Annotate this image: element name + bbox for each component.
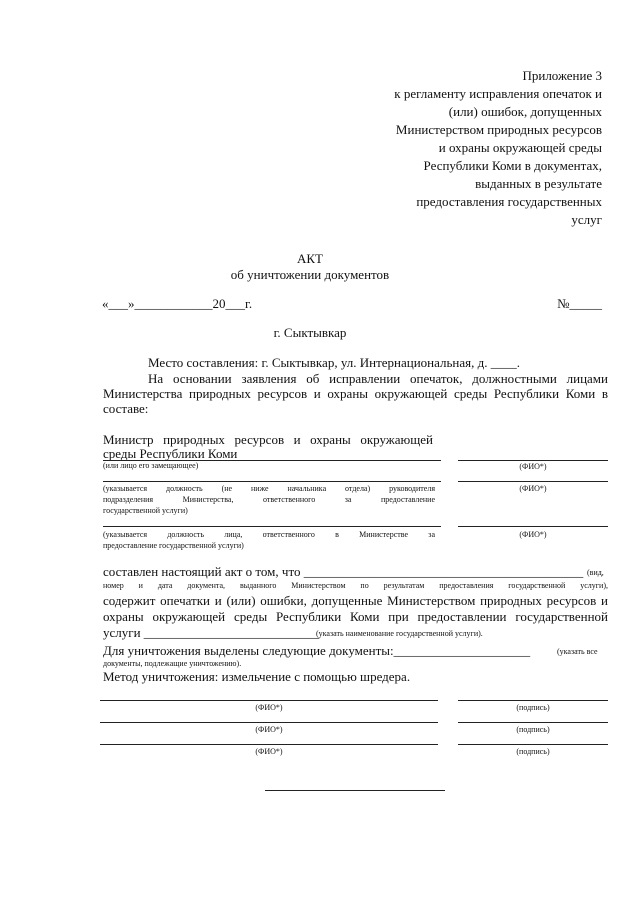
signature-sign-rule: [458, 722, 608, 723]
appendix-line: и охраны окружающей среды: [438, 140, 602, 155]
signature-fio: (ФИО*): [255, 725, 283, 734]
footnote-divider: [265, 790, 445, 791]
member2-fio: (ФИО*): [519, 484, 547, 493]
doc-title: АКТ: [297, 251, 323, 266]
appendix-line: Приложение 3: [522, 68, 602, 83]
doc-subtitle: об уничтожении документов: [230, 267, 390, 282]
act-line-3: содержит опечатки и (или) ошибки, допущенные Министерством природных ресурсов и: [103, 593, 608, 608]
member2-fio-rule: [458, 481, 608, 482]
act-line-5-note: (указать наименование государственной услуги).: [316, 629, 483, 638]
appendix-line: выданных в результате: [475, 176, 602, 191]
act-line-2: номер и дата документа, выданного Министерством по результатам предоставления государственной услуги),: [103, 581, 608, 590]
signature-sign-rule: [458, 744, 608, 745]
signature-sign: (подпись): [516, 747, 550, 756]
member3-note-2: предоставление государственной услуги): [103, 541, 244, 550]
act-line-5: услуги ___________________________: [103, 625, 320, 640]
act-line-4: охраны окружающей среды Республики Коми при предоставлении государственной: [103, 609, 608, 624]
member3-rule: [103, 526, 441, 527]
member3-note-1: (указывается должность лица, ответственного в Министерстве за: [103, 530, 435, 539]
signature-sign-rule: [458, 700, 608, 701]
signature-sign: (подпись): [516, 725, 550, 734]
member2-note-2: подразделения Министерства, ответственного за предоставление: [103, 495, 435, 504]
act-line-1-note: (вид,: [587, 568, 604, 577]
signature-fio-rule: [100, 700, 438, 701]
member2-rule: [103, 481, 441, 482]
appendix-block: [282, 67, 602, 229]
basis-line-3: составе:: [103, 401, 149, 416]
basis-line-1: На основании заявления об исправлении опечаток, должностными лицами: [148, 371, 608, 386]
member3-fio-rule: [458, 526, 608, 527]
minister-fio-rule: [458, 460, 608, 461]
minister-line-1: Министр природных ресурсов и охраны окружающей: [103, 432, 433, 447]
member2-note-3: государственной услуги): [103, 506, 188, 515]
minister-fio: (ФИО*): [519, 462, 547, 471]
appendix-line: к регламенту исправления опечаток и: [394, 86, 602, 101]
act-line-1: составлен настоящий акт о том, что ___________________________________________: [103, 564, 584, 579]
destroy-line-2: документы, подлежащие уничтожению).: [103, 659, 242, 668]
appendix-line: (или) ошибок, допущенных: [448, 104, 602, 119]
appendix-line: Министерством природных ресурсов: [395, 122, 602, 137]
signature-fio-rule: [100, 722, 438, 723]
member3-fio: (ФИО*): [519, 530, 547, 539]
minister-line-2: среды Республики Коми: [103, 446, 238, 461]
member2-note-1: (указывается должность (не ниже начальника отдела) руководителя: [103, 484, 435, 493]
signature-sign: (подпись): [516, 703, 550, 712]
number-line: №_____: [557, 296, 602, 311]
place-line: Место составления: г. Сыктывкар, ул. Интернациональная, д. ____.: [148, 355, 521, 370]
appendix-line: предоставления государственных: [416, 194, 602, 209]
destroy-method: Метод уничтожения: измельчение с помощью шредера.: [103, 669, 411, 684]
appendix-line: услуг: [571, 212, 602, 227]
basis-line-2: Министерства природных ресурсов и охраны окружающей среды Республики Коми в: [103, 386, 608, 401]
destroy-line-1: Для уничтожения выделены следующие документы:_____________________: [103, 643, 531, 658]
date-line: «___»____________20___г.: [102, 296, 253, 311]
signature-fio-rule: [100, 744, 438, 745]
city: г. Сыктывкар: [273, 325, 347, 340]
minister-note: (или лицо его замещающее): [103, 461, 199, 470]
appendix-line: Республики Коми в документах,: [423, 158, 602, 173]
signature-fio: (ФИО*): [255, 747, 283, 756]
destroy-line-1-note: (указать все: [557, 647, 598, 656]
signature-fio: (ФИО*): [255, 703, 283, 712]
